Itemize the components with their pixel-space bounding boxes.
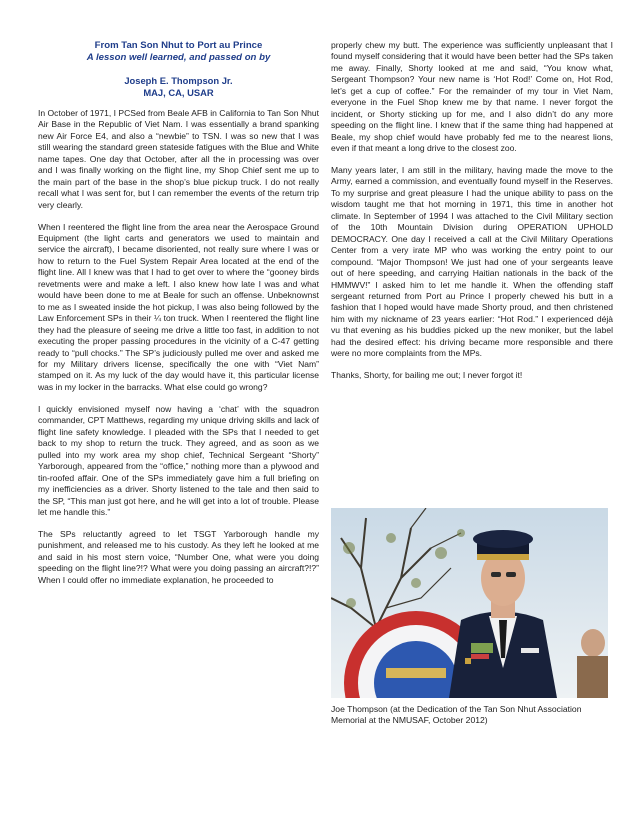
left-column	[38, 40, 319, 597]
paragraph: Thanks, Shorty, for bailing me out; I never forgot it!	[331, 370, 523, 381]
bystander-head	[581, 629, 605, 657]
author-rank: MAJ, CA, USAR	[143, 86, 214, 98]
paragraph: I quickly envisioned myself now having a ‘chat’ with the squadron commander, CPT Matthews, regarding my unique driving skills and lack of flight line safety knowledge. I pleaded with the SPs that I needed to get back to my shop to return the truck. They agreed, and as soon as we pulled into my work area my shop chief, Technical Sergeant “Shorty” Yarborough, appeared from the “office,” nothing more than a plywood and tin-roofed affair. One of the SPs immediately gave him a full briefing on my inefficiencies as a driver. Shorty listened to the tale and then said to the SP, “This man just got here, and he will get into a lot of trouble. Please let me handle this.”	[38, 403, 319, 517]
paragraph: When I reentered the flight line from the area near the Aerospace Ground Equipment (the light carts and generators we used to maintain and service the aircraft), I became disoriented, not really sure where I was or how to return to the Fuel System Repair Area located at the end of the flight line. All I knew was that I had to get over to where the “gooney birds revetments were and make a left. I also knew how late I was and what would have been done to me at Beale for such an offense. Unbeknownst to me as I sweated inside the hot pickup, I was also being followed by the Law Enforcement SPs in their ¼ ton truck. When I reentered the flight line they had the pleasure of seeing me drive a little too fast, in addition to not executing the proper passing procedures in the vicinity of a C-47 getting ready to “pull chocks.” The SP’s judiciously pulled me over and asked me for my Military drivers license, specifically the one with “Viet Nam” stamped on it. As my luck of the day would have it, this particular license was in my locker in the barracks. What else could go wrong?	[38, 221, 319, 392]
paragraph: The SPs reluctantly agreed to let TSGT Yarborough handle my punishment, and released me to his custody. As they left he looked at me and said in his most stern voice, “Number One, what were you doing speeding on the flight line?!? What were you doing passing an aircraft?!?” When I could offer no immediate explanation, he proceeded to	[38, 528, 319, 585]
paragraph: Many years later, I am still in the military, having made the move to the Army, earned a commission, and eventually found myself in the Reserves. To my surprise and great pleasure I had the unique ability to pass on the wisdom taught me that hot morning in 1971, this time in another hot climate. In September of 1994 I was attached to the Civil Military section of the 10th Mountain Division during OPERATION UPHOLD DEMOCRACY. One day I received a call at the Civil Military Operations Center from a very irate MP who was working the entry point to our compound. “Major Thompson! We just had one of your sergeants leave out of here speeding, and carrying Haitian nationals in the back of the HMMWV!” I asked him to let me handle it. When the offending staff sergeant returned from Port au Prince I properly chewed his butt in a fashion that I hoped would have made Shorty proud, and then christened him with my nickname of 23 years earlier: “Hot Rod.” I experienced déjà vu that evening as his buddies picked up the new moniker, but the label had the desired effect: his driving became more responsible and there were no more complaints from the MPs.	[331, 165, 613, 359]
author-name: Joseph E. Thompson Jr.	[124, 75, 233, 86]
photo-illustration	[331, 508, 608, 698]
photo-caption: Joe Thompson (at the Dedication of the Tan Son Nhut Association Memorial at the NMUSAF, October 2012)	[331, 704, 582, 726]
article-title: From Tan Son Nhut to Port au Prince	[94, 40, 263, 51]
bystander-coat	[577, 656, 608, 698]
right-column	[331, 40, 613, 392]
article-header	[38, 40, 319, 98]
memorial-photo	[331, 508, 608, 698]
author-byline	[38, 75, 319, 98]
paragraph: In October of 1971, I PCSed from Beale AFB in California to Tan Son Nhut Air Base in the Republic of Viet Nam. I was essentially a brand spanking new Air Force E4, and also a “newbie” to TSN. I was so new that I was still wearing the standard green stateside fatigues with the Blue and White name tapes. One day that October, after all the in processing was over and I was finally working on the flight line, my Shop Chief sent me up to the main part of the base in the shop’s blue pickup truck. I do not really recall what I was sent for, but I can remember the events of the return trip very clearly.	[38, 108, 319, 210]
article-subtitle: A lesson well learned, and passed on by	[86, 52, 271, 63]
paragraph: properly chew my butt. The experience was sufficiently unpleasant that I found myself considering that it would have been better had the SPs taken me away. Finally, Shorty looked at me and said, “You know what, Sergeant Thompson? Your new name is ‘Hot Rod!’ Come on, Hot Rod, let’s get a cup of coffee.” For the remainder of my tour in Viet Nam, everyone in the Fuel Shop knew me by that name. I never forgot the incident, or Shorty sticking up for me, and I also didn’t do any more speeding on the flight line. I knew that if the same thing had happened at Beale, my shop chief would have probably fed me to the nearest lions, even if that meant a long drive to the closest zoo.	[331, 40, 613, 154]
